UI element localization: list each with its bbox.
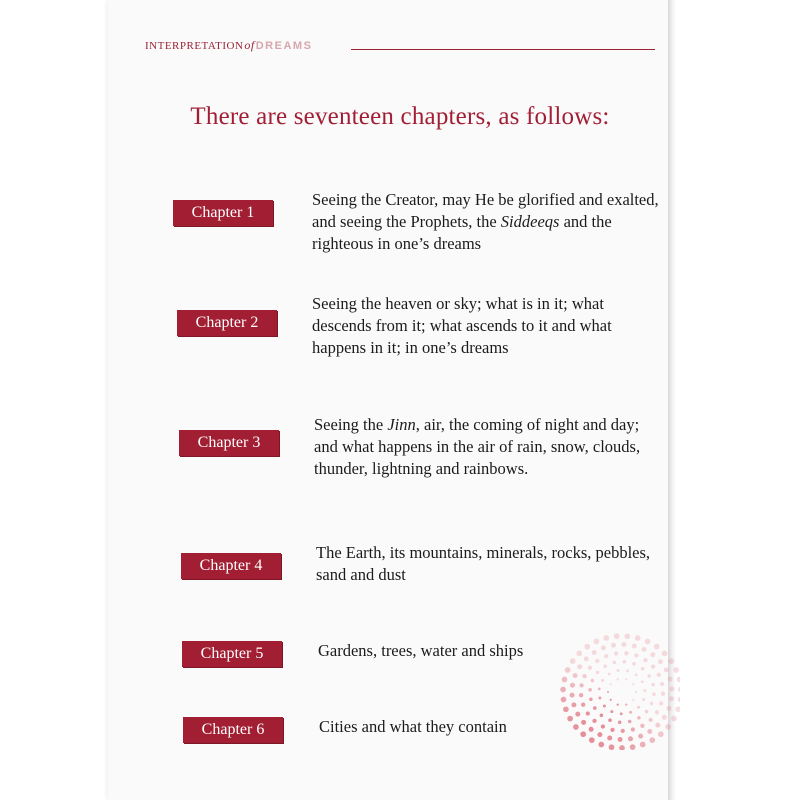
decorative-dot (668, 677, 673, 682)
decorative-dot (657, 673, 661, 677)
decorative-dot (643, 658, 647, 662)
decorative-dot (579, 683, 583, 687)
decorative-dot (628, 720, 632, 724)
decorative-dot (669, 686, 674, 691)
decorative-dot (610, 728, 614, 732)
decorative-dot (659, 701, 663, 705)
decorative-dot (597, 732, 602, 737)
chapters-intro-heading: There are seventeen chapters, as follows: (190, 103, 610, 130)
chapter-description-6: Cities and what they contain (319, 717, 507, 736)
decorative-dot (576, 650, 582, 656)
decorative-dot (647, 729, 652, 734)
decorative-dot (625, 678, 627, 680)
decorative-dot (604, 654, 608, 658)
decorative-dot (601, 645, 606, 650)
chapter-badge-5: Chapter 5 (182, 641, 282, 667)
decorative-dot (645, 639, 651, 645)
decorative-dot (570, 693, 575, 698)
decorative-dot (637, 716, 641, 720)
decorative-dot (655, 723, 660, 728)
decorative-dot (580, 731, 586, 737)
decorative-dot (595, 659, 599, 663)
decorative-dot (591, 679, 595, 683)
decorative-dot (666, 706, 671, 711)
decorative-dot (598, 742, 604, 748)
decorative-dot (662, 715, 667, 720)
header-rule (351, 49, 655, 50)
decorative-dot (632, 644, 637, 649)
chapter-badge-4: Chapter 4 (181, 553, 281, 579)
decorative-dot (570, 658, 576, 664)
decorative-dot (560, 687, 566, 693)
decorative-dot (658, 731, 664, 737)
chapter-description-5: Gardens, trees, water and ships (318, 641, 524, 660)
decorative-dot (647, 674, 651, 678)
decorative-dot (649, 737, 655, 743)
decorative-dot (618, 737, 623, 742)
decorative-dot (589, 737, 595, 743)
decorative-dot (660, 682, 664, 686)
decorative-dot (582, 674, 586, 678)
decorative-dot (584, 656, 589, 661)
decorative-dot (609, 744, 615, 750)
decorative-dot (613, 661, 617, 665)
decorative-dot (640, 742, 646, 748)
decorative-dot (668, 658, 674, 664)
running-header-title (145, 38, 312, 53)
decorative-dot (575, 712, 580, 717)
decorative-dot (603, 664, 607, 668)
header-part-interpretation: INTERPRETATION (145, 40, 244, 52)
decorative-dot (635, 691, 637, 693)
decorative-dot (635, 673, 638, 676)
decorative-dot (677, 677, 680, 683)
decorative-dot (600, 714, 604, 718)
decorative-dot (654, 644, 660, 650)
decorative-dot (678, 697, 680, 703)
decorative-dot (592, 719, 596, 723)
decorative-dot (651, 664, 655, 668)
decorative-dot (617, 669, 620, 672)
decorative-dot (617, 678, 619, 680)
decorative-dot (607, 691, 609, 693)
decorative-dot (623, 660, 627, 664)
decorative-dot (598, 697, 601, 700)
decorative-dot (608, 672, 611, 675)
decorative-dot (624, 651, 628, 655)
decorative-dot (637, 706, 640, 709)
decorative-dot (661, 692, 665, 696)
decorative-dot (603, 705, 606, 708)
decorative-dot (629, 711, 632, 714)
decorative-dot (626, 669, 629, 672)
decorative-dot (635, 635, 641, 641)
chapter-badge-2: Chapter 2 (177, 310, 277, 336)
decorative-dot (655, 710, 659, 714)
decorative-dot (641, 667, 645, 671)
decorative-dot (611, 643, 616, 648)
decorative-dot (581, 720, 586, 725)
decorative-dot (588, 666, 592, 670)
decorative-dot (561, 697, 567, 703)
decorative-dot (614, 633, 620, 639)
decorative-dot-swirl (560, 620, 680, 750)
decorative-dot (577, 664, 582, 669)
decorative-dot (678, 687, 680, 693)
decorative-dot (579, 693, 583, 697)
decorative-dot (567, 716, 573, 722)
decorative-dot (671, 716, 677, 722)
decorative-dot (643, 689, 646, 692)
chapter-badge-3: Chapter 3 (179, 430, 279, 456)
decorative-dot (598, 687, 601, 690)
decorative-dot (620, 712, 623, 715)
decorative-dot (571, 702, 576, 707)
chapter-description-4: The Earth, its mountains, minerals, rocks, pebbles, sand and dust (316, 543, 651, 584)
decorative-dot (638, 734, 643, 739)
decorative-dot (589, 727, 594, 732)
decorative-dot (573, 724, 579, 730)
decorative-dot (673, 667, 679, 673)
chapter-description-1: Seeing the Creator, may He be glorified and exalted, and seeing the Prophets, the Siddeeqs and the righteous in one’s dreams (312, 190, 659, 253)
decorative-dot (573, 673, 578, 678)
decorative-dot (570, 683, 575, 688)
decorative-dot (632, 683, 634, 685)
decorative-dot (610, 699, 612, 701)
decorative-dot (642, 647, 647, 652)
decorative-dot (642, 698, 645, 701)
decorative-dot (652, 692, 656, 696)
decorative-dot (621, 729, 625, 733)
chapter-description-3: Seeing the Jinn, air, the coming of night and day; and what happens in the air of rain, snow, clouds, thunder, lightning and rainbows. (314, 415, 641, 478)
decorative-dot (617, 704, 619, 706)
chapter-description-2: Seeing the heaven or sky; what is in it; what descends from it; what ascends to it and what happens in it; in one’s dreams (312, 294, 612, 357)
decorative-dot (601, 679, 604, 682)
decorative-dot (618, 721, 622, 725)
decorative-dot (593, 706, 597, 710)
decorative-dot (641, 680, 644, 683)
decorative-dot (563, 706, 569, 712)
decorative-dot (651, 683, 655, 687)
decorative-dot (603, 635, 609, 641)
decorative-dot (596, 671, 600, 675)
decorative-dot (648, 718, 652, 722)
decorative-dot (581, 703, 585, 707)
header-part-dreams: DREAMS (255, 40, 313, 52)
decorative-dot (601, 724, 605, 728)
decorative-dot (614, 651, 618, 655)
decorative-dot (619, 745, 625, 750)
decorative-dot (625, 704, 627, 706)
decorative-dot (630, 744, 636, 750)
decorative-dot (621, 642, 626, 647)
decorative-dot (607, 736, 612, 741)
decorative-dot (645, 710, 649, 714)
decorative-dot (669, 696, 674, 701)
decorative-dot (592, 650, 597, 655)
decorative-dot (640, 724, 644, 728)
decorative-dot (658, 659, 663, 664)
decorative-dot (634, 653, 638, 657)
chapter-badge-6: Chapter 6 (183, 717, 283, 743)
running-header (145, 38, 655, 54)
header-part-of: of (244, 38, 255, 52)
decorative-dot (664, 667, 669, 672)
decorative-dot (632, 662, 636, 666)
decorative-dot (624, 633, 630, 639)
decorative-dot (631, 727, 635, 731)
decorative-dot (675, 706, 680, 712)
decorative-dot (588, 688, 592, 692)
decorative-dot (594, 639, 600, 645)
decorative-dot (565, 667, 571, 673)
decorative-dot (584, 644, 590, 650)
decorative-dot (608, 718, 612, 722)
decorative-dot (586, 711, 590, 715)
decorative-dot (562, 677, 568, 683)
decorative-dot (665, 724, 671, 730)
decorative-dot (589, 698, 593, 702)
chapter-badge-1: Chapter 1 (173, 200, 273, 226)
decorative-dot (610, 710, 613, 713)
decorative-dot (650, 702, 654, 706)
decorative-dot (610, 683, 612, 685)
decorative-dot (650, 652, 655, 657)
decorative-dot (632, 699, 634, 701)
decorative-dot (662, 650, 668, 656)
decorative-dot (628, 736, 633, 741)
